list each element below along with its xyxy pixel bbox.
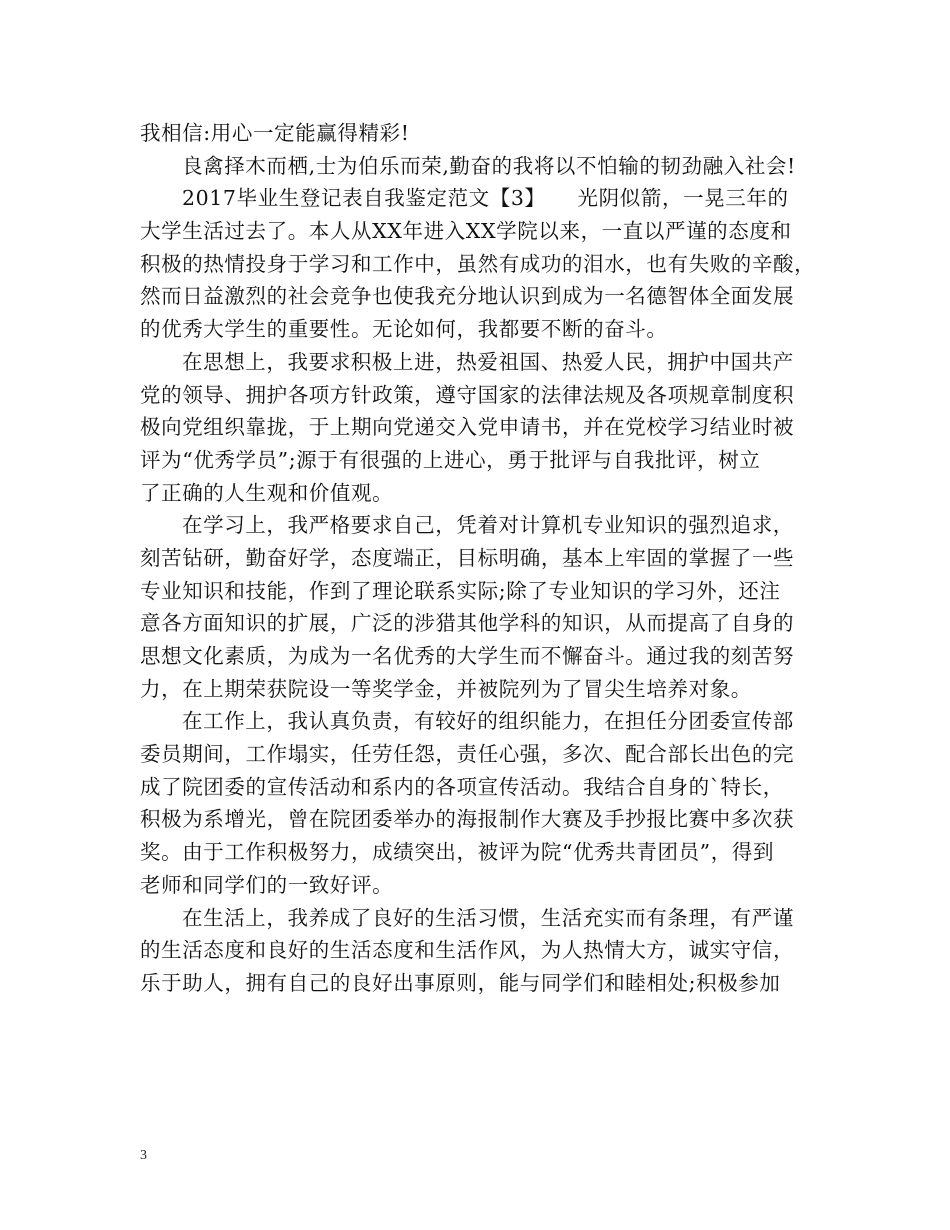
text-line: 的优秀大学生的重要性。无论如何，我都要不断的奋斗。: [140, 317, 668, 342]
text-line: 良禽择木而栖,士为伯乐而荣,勤奋的我将以不怕输的韧劲融入社会!: [182, 153, 796, 178]
text-line: 奖。由于工作积极努力，成绩突出，被评为院“优秀共青团员”，得到: [140, 840, 775, 865]
text-line: 在学习上，我严格要求自己，凭着对计算机专业知识的强烈追求，: [182, 513, 794, 538]
text-line: 的生活态度和良好的生活态度和生活作风，为人热情大方，诚实守信，: [140, 938, 795, 963]
text-line: 成了院团委的宣传活动和系内的各项宣传活动。我结合自身的`特长，: [140, 774, 784, 799]
text-line: 我相信:用心一定能赢得精彩!: [140, 121, 410, 145]
page-number: 3: [140, 1148, 147, 1163]
document-body-text: [140, 117, 820, 1000]
text-line: 在工作上，我认真负责，有较好的组织能力，在担任分团委宣传部: [182, 709, 794, 734]
text-line: 思想文化素质，为成为一名优秀的大学生而不懈奋斗。通过我的刻苦努: [140, 644, 795, 668]
text-line: 2017毕业生登记表自我鉴定范文【3】 光阴似箭，一晃三年的: [182, 186, 789, 211]
text-line: 刻苦钻研，勤奋好学，态度端正，目标明确，基本上牢固的掌握了一些: [140, 545, 795, 570]
text-line: 委员期间，工作塌实，任劳任怨，责任心强，多次、配合部长出色的完: [140, 742, 795, 767]
text-line: 在思想上，我要求积极上进，热爱祖国、热爱人民，拥护中国共产: [182, 349, 794, 374]
text-line: 积极为系增光，曾在院团委举办的海报制作大赛及手抄报比赛中多次获: [140, 807, 795, 832]
text-line: 大学生活过去了。本人从XX年进入XX学院以来，一直以严谨的态度和: [140, 219, 792, 244]
text-line: 在生活上，我养成了良好的生活习惯，生活充实而有条理，有严谨: [182, 905, 794, 930]
text-line: 积极的热情投身于学习和工作中，虽然有成功的泪水，也有失败的辛酸，: [140, 251, 816, 276]
text-line: 老师和同学们的一致好评。: [140, 872, 394, 897]
text-line: 极向党组织靠拢，于上期向党递交入党申请书，并在党校学习结业时被: [140, 415, 795, 440]
text-line: 力，在上期荣获院设一等奖学金，并被院列为了冒尖生培养对象。: [140, 676, 752, 701]
text-line: 意各方面知识的扩展，广泛的涉猎其他学科的知识，从而提高了自身的: [140, 611, 795, 636]
text-line: 党的领导、拥护各项方针政策，遵守国家的法律法规及各项规章制度积: [140, 382, 795, 407]
text-line: 乐于助人，拥有自己的良好出事原则，能与同学们和睦相处;积极参加: [140, 970, 781, 995]
text-line: 了正确的人生观和价值观。: [140, 480, 394, 505]
text-line: 然而日益激烈的社会竞争也使我充分地认识到成为一名德智体全面发展: [140, 284, 795, 309]
text-line: 评为“优秀学员”;源于有很强的上进心，勇于批评与自我批评，树立: [140, 447, 761, 472]
text-line: 专业知识和技能，作到了理论联系实际;除了专业知识的学习外，还注: [140, 578, 781, 603]
